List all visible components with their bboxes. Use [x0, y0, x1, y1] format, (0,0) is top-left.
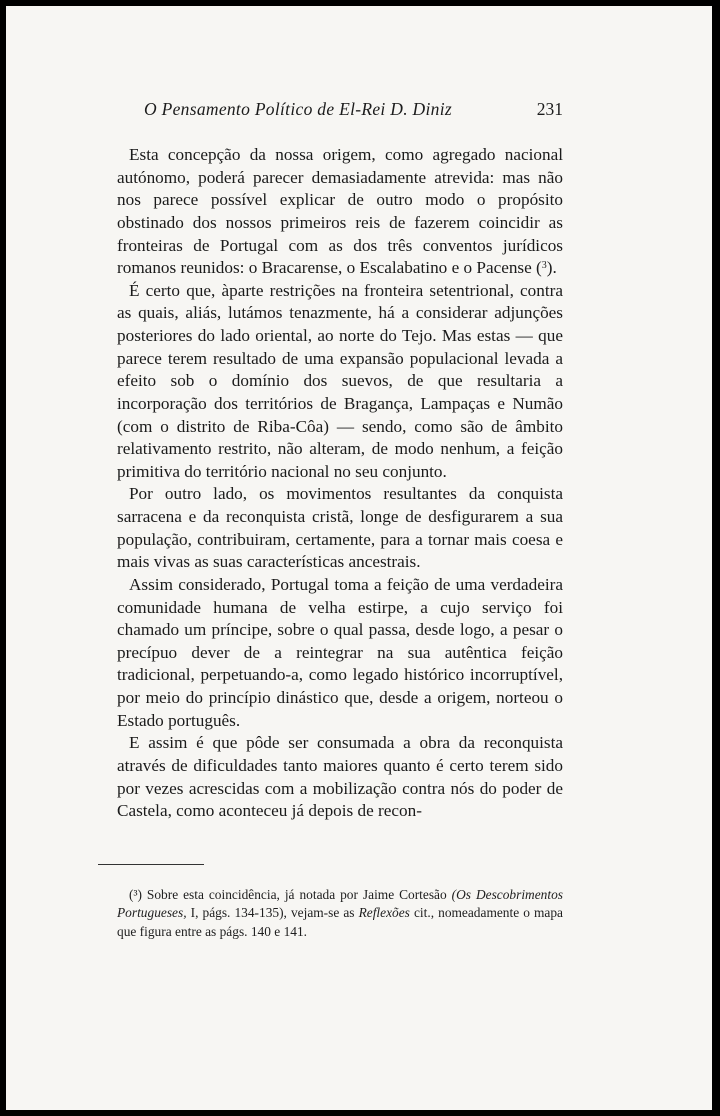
page-header: [6, 99, 712, 123]
paragraph-1: [117, 144, 563, 280]
book-page: [6, 6, 712, 1110]
paragraph-4: Assim considerado, Portugal toma a feição de uma verdadeira comunidade humana de velha estirpe, a cujo serviço foi chamado um príncipe, sobre o qual passa, desde logo, a pesar o precípuo dever de a reintegrar na sua autêntica feição tradicional, perpetuando-a, como legado histórico incorruptível, por meio do princípio dinástico que, desde a origem, norteou o Estado português.: [117, 574, 563, 730]
footnote-reference: 3: [541, 260, 547, 272]
running-title: O Pensamento Político de El-Rei D. Diniz: [144, 99, 452, 119]
footnote-separator: [98, 864, 204, 865]
paragraph-2: É certo que, àparte restrições na fronteira setentrional, contra as quais, aliás, lutámos tenazmente, há a considerar adjunções posteriores do lado oriental, ao norte do Tejo. Mas estas — que parece terem resultado de uma expansão populacional levada a efeito sob o domínio dos suevos, de que resultaria a incorporação dos territórios de Bragança, Lampaças e Numão (com o distrito de Riba-Côa) — sendo, como são de âmbito relativamento restrito, não alteram, de modo nenhum, a feição primitiva do território nacional no seu conjunto.: [117, 280, 563, 481]
footnote: [117, 886, 563, 941]
footnote-text-a: Sobre esta coincidência, já notada por Jaime Cortesão: [141, 887, 452, 902]
footnote-marker: (³): [129, 887, 142, 902]
paragraph-3: Por outro lado, os movimentos resultantes da conquista sarracena e da reconquista cristã, longe de desfigurarem a sua população, contribuiram, certamente, para a tornar mais coesa e mais vivas as suas características ancestrais.: [117, 484, 563, 572]
paragraph-5: E assim é que pôde ser consumada a obra da reconquista através de dificuldades tanto maiores quanto é certo terem sido por vezes acrescidas com a mobilização contra nós do poder de Castela, como aconteceu já depois de recon-: [117, 733, 563, 821]
footnote-reflexoes: Reflexões: [358, 905, 410, 921]
paragraph-1-end: ).: [546, 258, 557, 278]
footnote-work-title: (Os Descobrimentos Portugueses,: [117, 887, 563, 921]
footnote-text-c: cit., nomeadamente o mapa que figura entre as págs. 140 e 141.: [117, 905, 563, 939]
paragraph-1-text: Esta concepção da nossa origem, como agregado nacional autónomo, poderá parecer demasiadamente atrevida: mas não nos parece possível explicar de outro modo o propósito obstinado dos nossos primeiros reis de fazerem coincidir as fronteiras de Portugal com as dos três conventos jurídicos romanos reunidos: o Bracarense, o Escalabatino e o Pacense (: [117, 145, 563, 278]
footnote-text-b: I, págs. 134-135), vejam-se as: [186, 905, 359, 921]
page-number: 231: [536, 99, 563, 119]
body-text: [117, 144, 563, 823]
